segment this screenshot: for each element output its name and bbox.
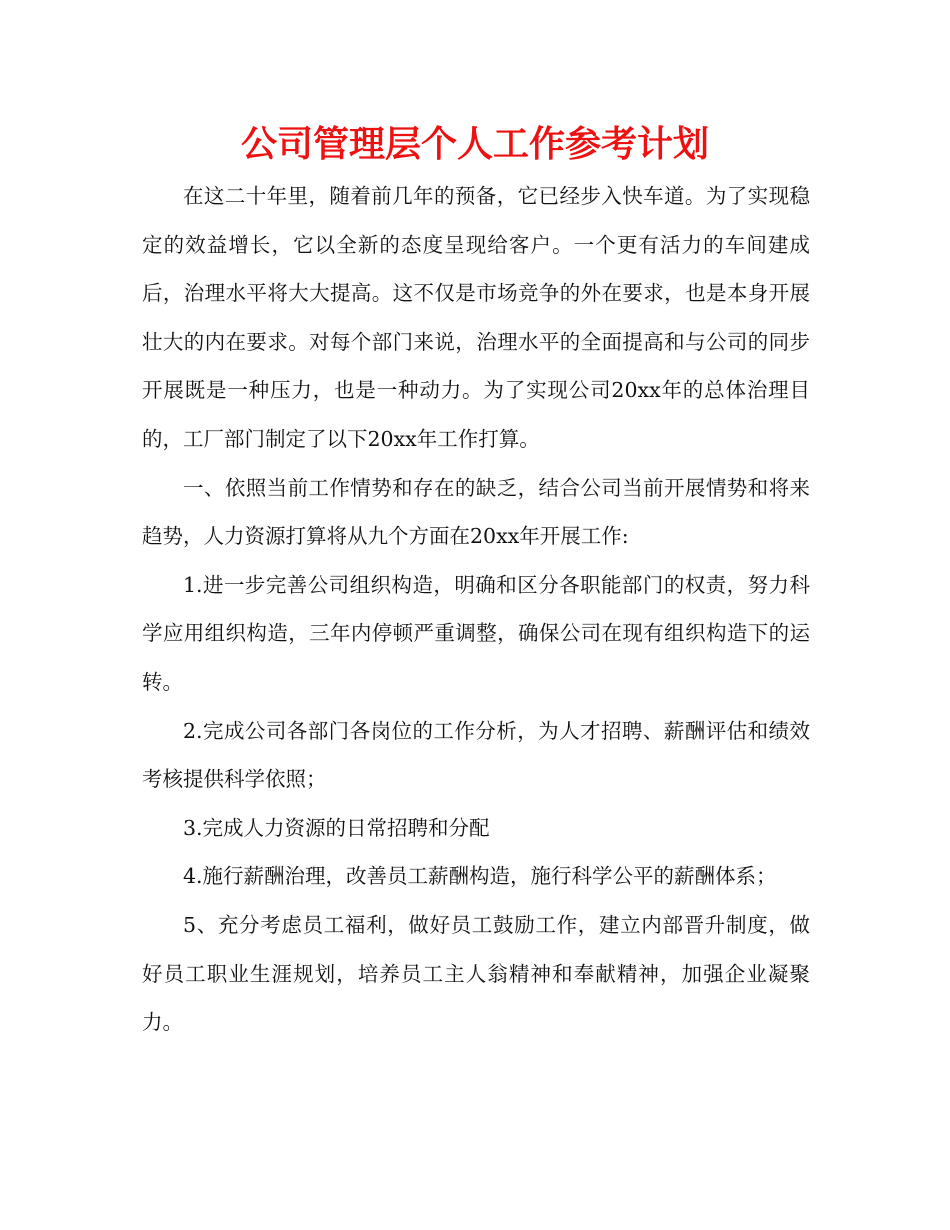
paragraph-item-2: 2.完成公司各部门各岗位的工作分析，为人才招聘、薪酬评估和绩效考核提供科学依照； <box>142 718 810 792</box>
paragraph-intro: 在这二十年里，随着前几年的预备，它已经步入快车道。为了实现稳定的效益增长，它以全新的态度呈现给客户。一个更有活力的车间建成后，治理水平将大大提高。这不仅是市场竞争的外在要求，也是本身开展壮大的内在要求。对每个部门来说，治理水平的全面提高和与公司的同步开展既是一种压力，也是一种动力。为了实现公司20xx年的总体治理目的，工厂部门制定了以下20xx年工作打算。 <box>142 184 810 451</box>
paragraph-item-4: 4.施行薪酬治理，改善员工薪酬构造，施行科学公平的薪酬体系； <box>183 864 777 889</box>
paragraph-item-1: 1.进一步完善公司组织构造，明确和区分各职能部门的权责，努力科学应用组织构造，三年内停顿严重调整，确保公司在现有组织构造下的运转。 <box>142 572 810 694</box>
document-body <box>142 172 810 1047</box>
paragraph-item-5: 5、充分考虑员工福利，做好员工鼓励工作，建立内部晋升制度，做好员工职业生涯规划，培养员工主人翁精神和奉献精神，加强企业凝聚力。 <box>142 912 810 1035</box>
document-title: 公司管理层个人工作参考计划 <box>240 124 709 165</box>
paragraph-section-1: 一、依照当前工作情势和存在的缺乏，结合公司当前开展情势和将来趋势，人力资源打算将从九个方面在20xx年开展工作: <box>142 475 810 549</box>
paragraph-item-3: 3.完成人力资源的日常招聘和分配 <box>183 815 490 840</box>
